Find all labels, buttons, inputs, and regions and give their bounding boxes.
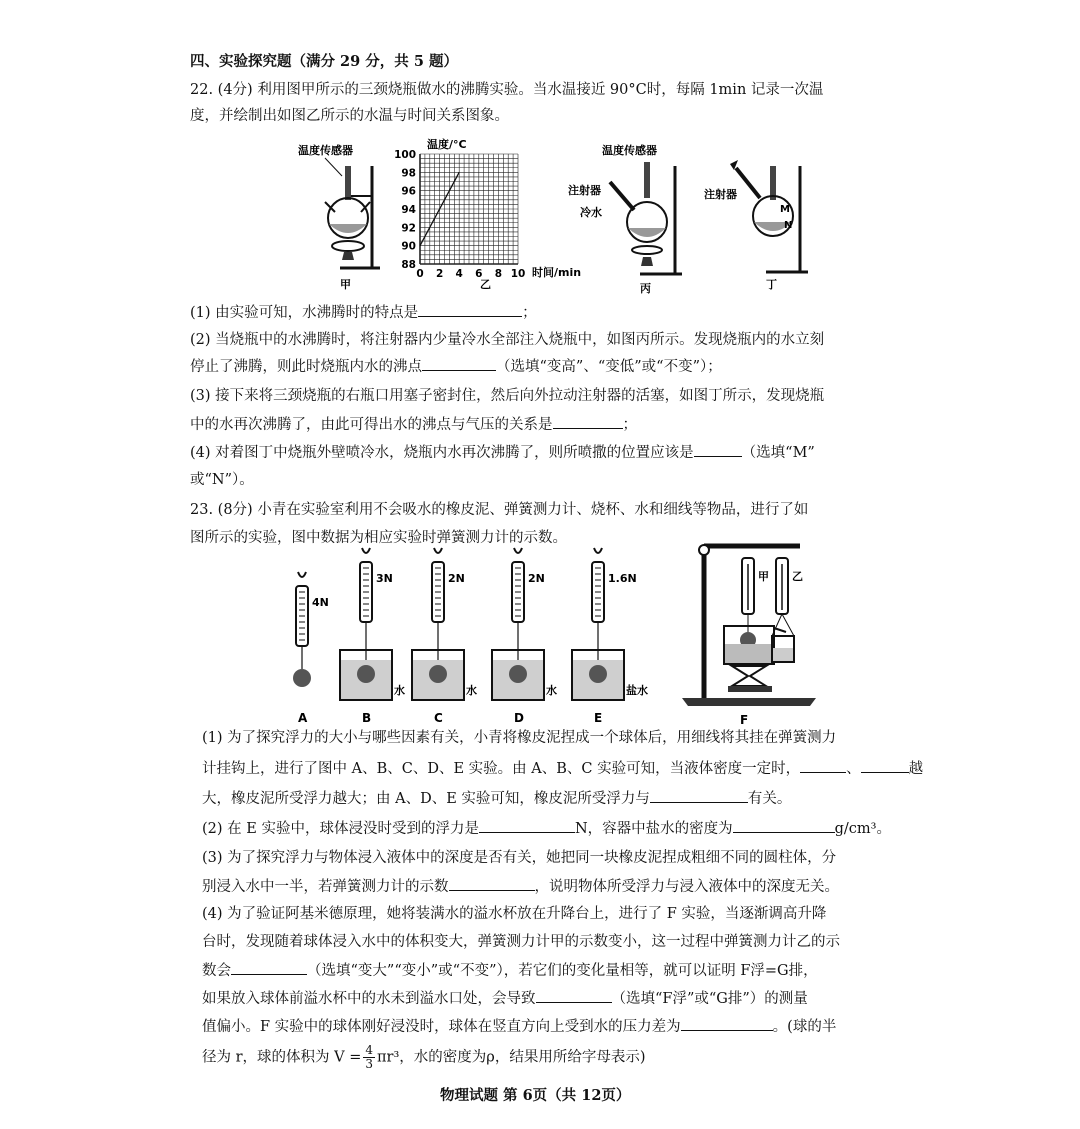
q22-blank-4[interactable] [694, 442, 742, 457]
q22-part4-line1: (4) 对着图丁中烧瓶外壁喷冷水，烧瓶内水再次沸腾了，则所喷撒的位置应该是 （选填“M” [190, 442, 815, 463]
chart-ylabel: 温度/°C [427, 138, 467, 151]
q22-part3-line2: 中的水再次沸腾了，由此可得出水的沸点与气压的关系是 ； [190, 414, 637, 435]
caption-A: A [298, 711, 308, 725]
q22-stem-line2: 度，并绘制出如图乙所示的水温与时间关系图象。 [190, 108, 509, 124]
q22-part2-line2: 停止了沸腾，则此时烧瓶内水的沸点 （选填“变高”、“变低”或“不变”）； [190, 356, 722, 377]
caption-f: F [740, 713, 749, 727]
caption-C: C [434, 711, 443, 725]
q22-part1: (1) 由实验可知，水沸腾时的特点是 ； [190, 302, 537, 323]
liquid-label-C: 水 [466, 684, 477, 697]
x-tick-label: 6 [475, 268, 483, 280]
setup-A [293, 572, 329, 725]
q23-blank-4a[interactable] [231, 960, 307, 975]
q23-blank-2a[interactable] [479, 818, 575, 833]
reading-B: 3N [376, 572, 393, 585]
q22-stem-line1: 22. (4分) 利用图甲所示的三颈烧瓶做水的沸腾实验。当水温接近 90°C时，每隔 1min 记录一次温 [190, 82, 824, 98]
q22-part3-line1: (3) 接下来将三颈烧瓶的右瓶口用塞子密封住，然后向外拉动注射器的活塞，如图丁所示，发现烧瓶 [190, 388, 825, 404]
apparatus-jia [298, 143, 380, 291]
section-title: 四、实验探究题（满分 29 分，共 5 题） [190, 53, 458, 70]
q23-blank-1b[interactable] [861, 758, 909, 773]
q23-setups-a-to-e [293, 548, 648, 725]
caption-yi: 乙 [480, 278, 491, 291]
label-m: M [780, 204, 790, 215]
apparatus-bing [568, 143, 682, 295]
q22-part4-line2: 或“N”）。 [190, 472, 254, 488]
x-tick-label: 10 [510, 268, 526, 280]
apparatus-ding [704, 160, 808, 291]
q23-part4-line4: 如果放入球体前溢水杯中的水未到溢水口处，会导致 （选填“F浮”或“G排”）的测量 [202, 988, 808, 1009]
syringe-label-bing: 注射器 [568, 184, 601, 197]
q23-part4-line2: 台时，发现随着球体浸入水中的体积变大，弹簧测力计甲的示数变小，这一过程中弹簧测力计乙的示 [202, 934, 840, 950]
caption-B: B [362, 711, 372, 725]
plasticine-ball [293, 669, 311, 687]
reading-A: 4N [312, 596, 329, 609]
apparatus-f [682, 545, 816, 727]
q22-figure [280, 136, 840, 296]
reading-E: 1.6N [608, 572, 637, 585]
caption-ding: 丁 [766, 278, 777, 291]
q23-part2: (2) 在 E 实验中，球体浸没时受到的浮力是 N，容器中盐水的密度为 g/cm³。 [202, 818, 891, 839]
x-tick-label: 0 [416, 268, 424, 280]
q23-blank-3[interactable] [449, 876, 535, 891]
chart-grid [420, 154, 518, 264]
page-footer: 物理试题 第 6页（共 12页） [440, 1087, 631, 1104]
y-tick-label: 96 [401, 185, 416, 198]
q23-part1-line3: 大，橡皮泥所受浮力越大；由 A、D、E 实验可知，橡皮泥所受浮力与 有关。 [202, 788, 791, 809]
setup-B [340, 548, 405, 725]
sensor-label-bing: 温度传感器 [602, 144, 657, 157]
q22-part2-line1: (2) 当烧瓶中的水沸腾时，将注射器内少量冷水全部注入烧瓶中，如图丙所示。发现烧瓶内的水立刻 [190, 332, 825, 348]
q23-part1-line1: (1) 为了探究浮力的大小与哪些因素有关，小青将橡皮泥捏成一个球体后，用细线将其挂在弹簧测力 [202, 730, 837, 746]
q23-figure [280, 536, 840, 728]
y-tick-label: 94 [401, 204, 416, 216]
q23-part4-line5: 值偏小。F 实验中的球体刚好浸没时，球体在竖直方向上受到水的压力差为 。(球的半 [202, 1016, 836, 1037]
y-tick-label: 92 [401, 222, 416, 235]
cold-water-label: 冷水 [580, 206, 602, 219]
fraction-4-3: $\frac{4}{3}$ [365, 1043, 374, 1071]
liquid-label-E: 盐水 [626, 684, 648, 697]
label-jia-f: 甲 [758, 570, 769, 583]
plasticine-ball [429, 665, 447, 683]
setup-C [412, 548, 477, 725]
y-tick-label: 90 [401, 240, 416, 253]
caption-bing: 丙 [640, 282, 651, 295]
q23-stem-line1: 23. (8分) 小青在实验室利用不会吸水的橡皮泥、弹簧测力计、烧杯、水和细线等物品，进行了如 [190, 502, 809, 518]
y-tick-label: 100 [394, 149, 416, 161]
plasticine-ball [589, 665, 607, 683]
setup-E [572, 548, 648, 725]
q23-blank-1a[interactable] [800, 758, 846, 773]
reading-C: 2N [448, 572, 465, 585]
caption-jia: 甲 [340, 278, 351, 291]
q23-stem-line2: 图所示的实验，图中数据为相应实验时弹簧测力计的示数。 [190, 530, 567, 546]
q22-blank-1[interactable] [418, 302, 522, 317]
q23-part3-line1: (3) 为了探究浮力与物体浸入液体中的深度是否有关，她把同一块橡皮泥捏成粗细不同的圆柱体，分 [202, 850, 837, 866]
x-tick-label: 4 [455, 268, 463, 280]
plasticine-ball [509, 665, 527, 683]
sensor-label-jia: 温度传感器 [298, 144, 353, 157]
q22-blank-3[interactable] [553, 414, 623, 429]
q23-part3-line2: 别浸入水中一半，若弹簧测力计的示数 ，说明物体所受浮力与浸入液体中的深度无关。 [202, 876, 839, 897]
chart-y-ticks [394, 149, 416, 271]
chart-x-ticks [416, 268, 525, 280]
y-tick-label: 88 [401, 259, 416, 271]
x-tick-label: 8 [494, 268, 503, 280]
setup-D [492, 548, 557, 725]
q22-blank-2[interactable] [422, 356, 496, 371]
chart-xlabel: 时间/min [532, 266, 582, 279]
syringe-label-ding: 注射器 [704, 188, 737, 201]
y-tick-label: 98 [401, 167, 416, 180]
q23-blank-4c[interactable] [681, 1016, 773, 1031]
caption-E: E [594, 711, 603, 725]
reading-D: 2N [528, 572, 545, 585]
chart-yi [394, 137, 581, 291]
x-tick-label: 2 [435, 268, 444, 280]
q23-part4-line1: (4) 为了验证阿基米德原理，她将装满水的溢水杯放在升降台上，进行了 F 实验，当逐渐调高升降 [202, 906, 827, 922]
q23-blank-1c[interactable] [650, 788, 748, 803]
q23-part1-line2: 计挂钩上，进行了图中 A、B、C、D、E 实验。由 A、B、C 实验可知，当液体密度一定时， 、 越 [202, 758, 923, 779]
q23-part4-line6: 径为 r，球的体积为 V = $\frac{4}{3}$ πr³，水的密度为ρ，结果用所给字母表示) [202, 1043, 646, 1071]
caption-D: D [514, 711, 524, 725]
q23-blank-4b[interactable] [536, 988, 612, 1003]
q23-blank-2b[interactable] [733, 818, 835, 833]
q23-part4-line3: 数会 （选填“变大”“变小”或“不变”），若它们的变化量相等，就可以证明 F浮=G排， [202, 960, 818, 981]
label-yi-f: 乙 [792, 570, 803, 583]
liquid-label-B: 水 [394, 684, 405, 697]
liquid-label-D: 水 [546, 684, 557, 697]
plasticine-ball [357, 665, 375, 683]
label-n: N [784, 220, 793, 231]
